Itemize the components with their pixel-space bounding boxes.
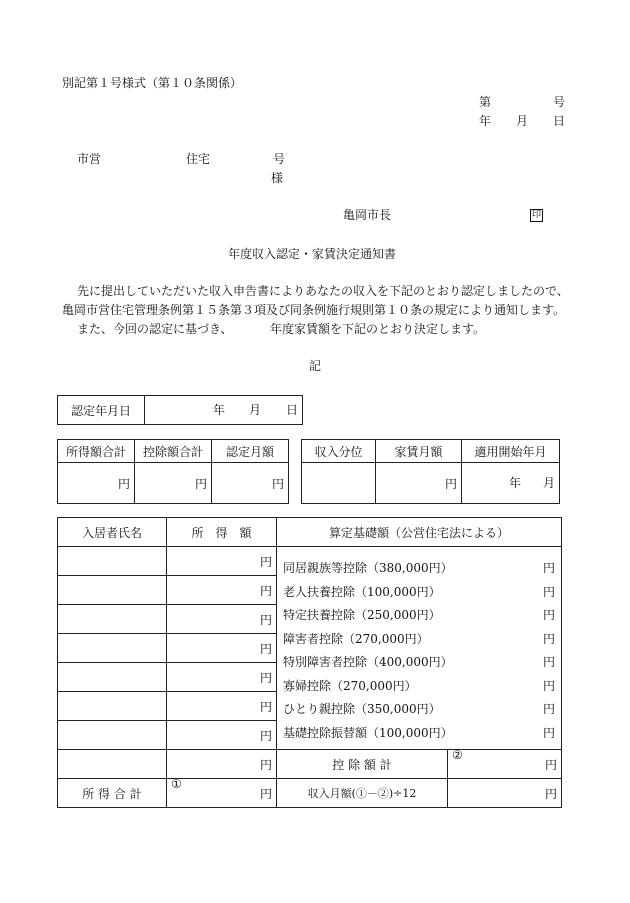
yen-label: 円: [542, 702, 555, 716]
yen-label: 円: [259, 670, 272, 685]
yen-label: 円: [259, 786, 272, 801]
resident-name-cell[interactable]: [58, 605, 167, 634]
deduction-label: 特定扶養控除（250,000円）: [283, 608, 441, 622]
income-cell[interactable]: [167, 750, 277, 779]
body-line3b: 年度家賃額を下記のとおり決定します。: [270, 322, 486, 336]
income-cell[interactable]: [167, 634, 277, 663]
income-summary-table: [57, 439, 289, 504]
nintei-date-value[interactable]: [145, 396, 303, 425]
income-cell[interactable]: [167, 576, 277, 605]
yen-label: 円: [542, 655, 555, 669]
yen-label: 円: [544, 786, 557, 801]
body-line2: 亀岡市営住宅管理条例第１５条第３項及び同条例施行規則第１０条の規定により通知します。: [62, 303, 566, 317]
yen-label: 円: [259, 583, 272, 598]
income-cell[interactable]: [167, 692, 277, 721]
h-deduction-total: 控除額合計: [135, 440, 212, 463]
h-income: 所 得 額: [167, 518, 277, 547]
h-income-total: 所得額合計: [58, 440, 135, 463]
deduction-row: [277, 606, 561, 630]
resident-name-cell[interactable]: [58, 721, 167, 750]
h-nintei-monthly: 認定月額: [212, 440, 289, 463]
yen-label: 円: [194, 476, 207, 491]
h-resident-name: 入居者氏名: [58, 518, 167, 547]
income-total-cell[interactable]: [58, 463, 135, 504]
income-cell[interactable]: [167, 663, 277, 692]
date-year: 年: [479, 114, 492, 128]
yen-label: 円: [271, 476, 284, 491]
deduction-row: [277, 630, 561, 654]
monthly-income-value[interactable]: [448, 779, 562, 808]
yen-label: 円: [542, 584, 555, 599]
deduction-row: [277, 653, 561, 677]
deduction-total-value[interactable]: [448, 750, 562, 779]
deduction-row: [277, 700, 561, 724]
h-rent-monthly: 家賃月額: [376, 440, 462, 463]
deduction-label: 寡婦控除（270,000円）: [283, 678, 417, 693]
form-title: 別記第１号様式（第１０条関係）: [62, 76, 243, 90]
deduction-row: [277, 724, 561, 748]
nintei-date-label: 認定年月日: [58, 396, 145, 425]
yen-label: 円: [259, 757, 272, 772]
deduction-label: ひとり親控除（350,000円）: [283, 702, 441, 716]
h-basis: 算定基礎額（公営住宅法による）: [277, 518, 562, 547]
income-cell[interactable]: [167, 721, 277, 750]
rent-summary-table: [301, 439, 560, 504]
doc-no-go: 号: [553, 95, 566, 109]
nintei-day: 日: [286, 403, 299, 417]
addressee-sama: 様: [271, 171, 284, 185]
addressee-go: 号: [273, 152, 286, 166]
resident-name-cell[interactable]: [58, 692, 167, 721]
monthly-income-label: 収入月額(①－②)÷12: [277, 779, 448, 808]
seal-icon: 印: [531, 210, 541, 220]
income-cell[interactable]: [167, 547, 277, 576]
issuer-name: 亀岡市長: [343, 208, 392, 222]
deductions-cell: [277, 547, 562, 750]
h-start-month: 適用開始年月: [462, 440, 560, 463]
yen-label: 円: [259, 641, 272, 656]
resident-name-cell[interactable]: [58, 750, 167, 779]
deduction-row: [277, 583, 561, 607]
income-total-value[interactable]: [167, 779, 277, 808]
resident-name-cell[interactable]: [58, 634, 167, 663]
h-income-class: 収入分位: [302, 440, 376, 463]
deduction-total-label: 控 除 額 計: [277, 750, 448, 779]
income-class-cell[interactable]: [302, 463, 376, 504]
resident-name-cell[interactable]: [58, 547, 167, 576]
nintei-month: 月: [249, 403, 262, 417]
income-total-label: 所 得 合 計: [58, 779, 167, 808]
deduction-label: 障害者控除（270,000円）: [283, 631, 429, 646]
yen-label: 円: [259, 699, 272, 714]
resident-name-cell[interactable]: [58, 663, 167, 692]
start-month: 月: [543, 476, 556, 490]
rent-monthly-cell[interactable]: [376, 463, 462, 504]
addressee-shiei: 市営: [77, 152, 102, 166]
yen-label: 円: [542, 678, 555, 693]
yen-label: 円: [259, 612, 272, 627]
deduction-total-cell[interactable]: [135, 463, 212, 504]
yen-label: 円: [259, 554, 272, 569]
body-line3a: また、今回の認定に基づき、: [77, 322, 233, 336]
yen-label: 円: [542, 631, 555, 646]
yen-label: 円: [542, 608, 555, 622]
deduction-label: 老人扶養控除（100,000円）: [283, 584, 441, 599]
resident-name-cell[interactable]: [58, 576, 167, 605]
yen-label: 円: [542, 561, 555, 575]
yen-label: 円: [542, 725, 555, 740]
circle-1-mark: ①: [171, 777, 182, 791]
nintei-monthly-cell[interactable]: [212, 463, 289, 504]
yen-label: 円: [544, 757, 557, 772]
yen-label: 円: [444, 476, 457, 491]
doc-title: 年度収入認定・家賃決定通知書: [228, 247, 397, 261]
addressee-jutaku: 住宅: [186, 152, 211, 166]
yen-label: 円: [259, 728, 272, 743]
circle-2-mark: ②: [452, 748, 463, 762]
ki-heading: 記: [309, 359, 322, 373]
date-day: 日: [553, 114, 566, 128]
deduction-row: [277, 559, 561, 583]
start-year: 年: [509, 476, 522, 490]
deduction-row: [277, 677, 561, 701]
main-calc-table: [57, 517, 562, 808]
start-month-cell[interactable]: [462, 463, 560, 504]
nintei-date-table: [57, 395, 303, 425]
deduction-label: 特別障害者控除（400,000円）: [283, 655, 453, 669]
deduction-label: 基礎控除振替額（100,000円）: [283, 725, 453, 740]
deduction-label: 同居親族等控除（380,000円）: [283, 561, 453, 575]
date-month: 月: [516, 114, 529, 128]
yen-label: 円: [117, 476, 130, 491]
income-cell[interactable]: [167, 605, 277, 634]
body-line1: 先に提出していただいた収入申告書によりあなたの収入を下記のとおり認定しましたので、: [77, 284, 569, 298]
nintei-year: 年: [213, 403, 226, 417]
doc-no-dai: 第: [479, 95, 492, 109]
